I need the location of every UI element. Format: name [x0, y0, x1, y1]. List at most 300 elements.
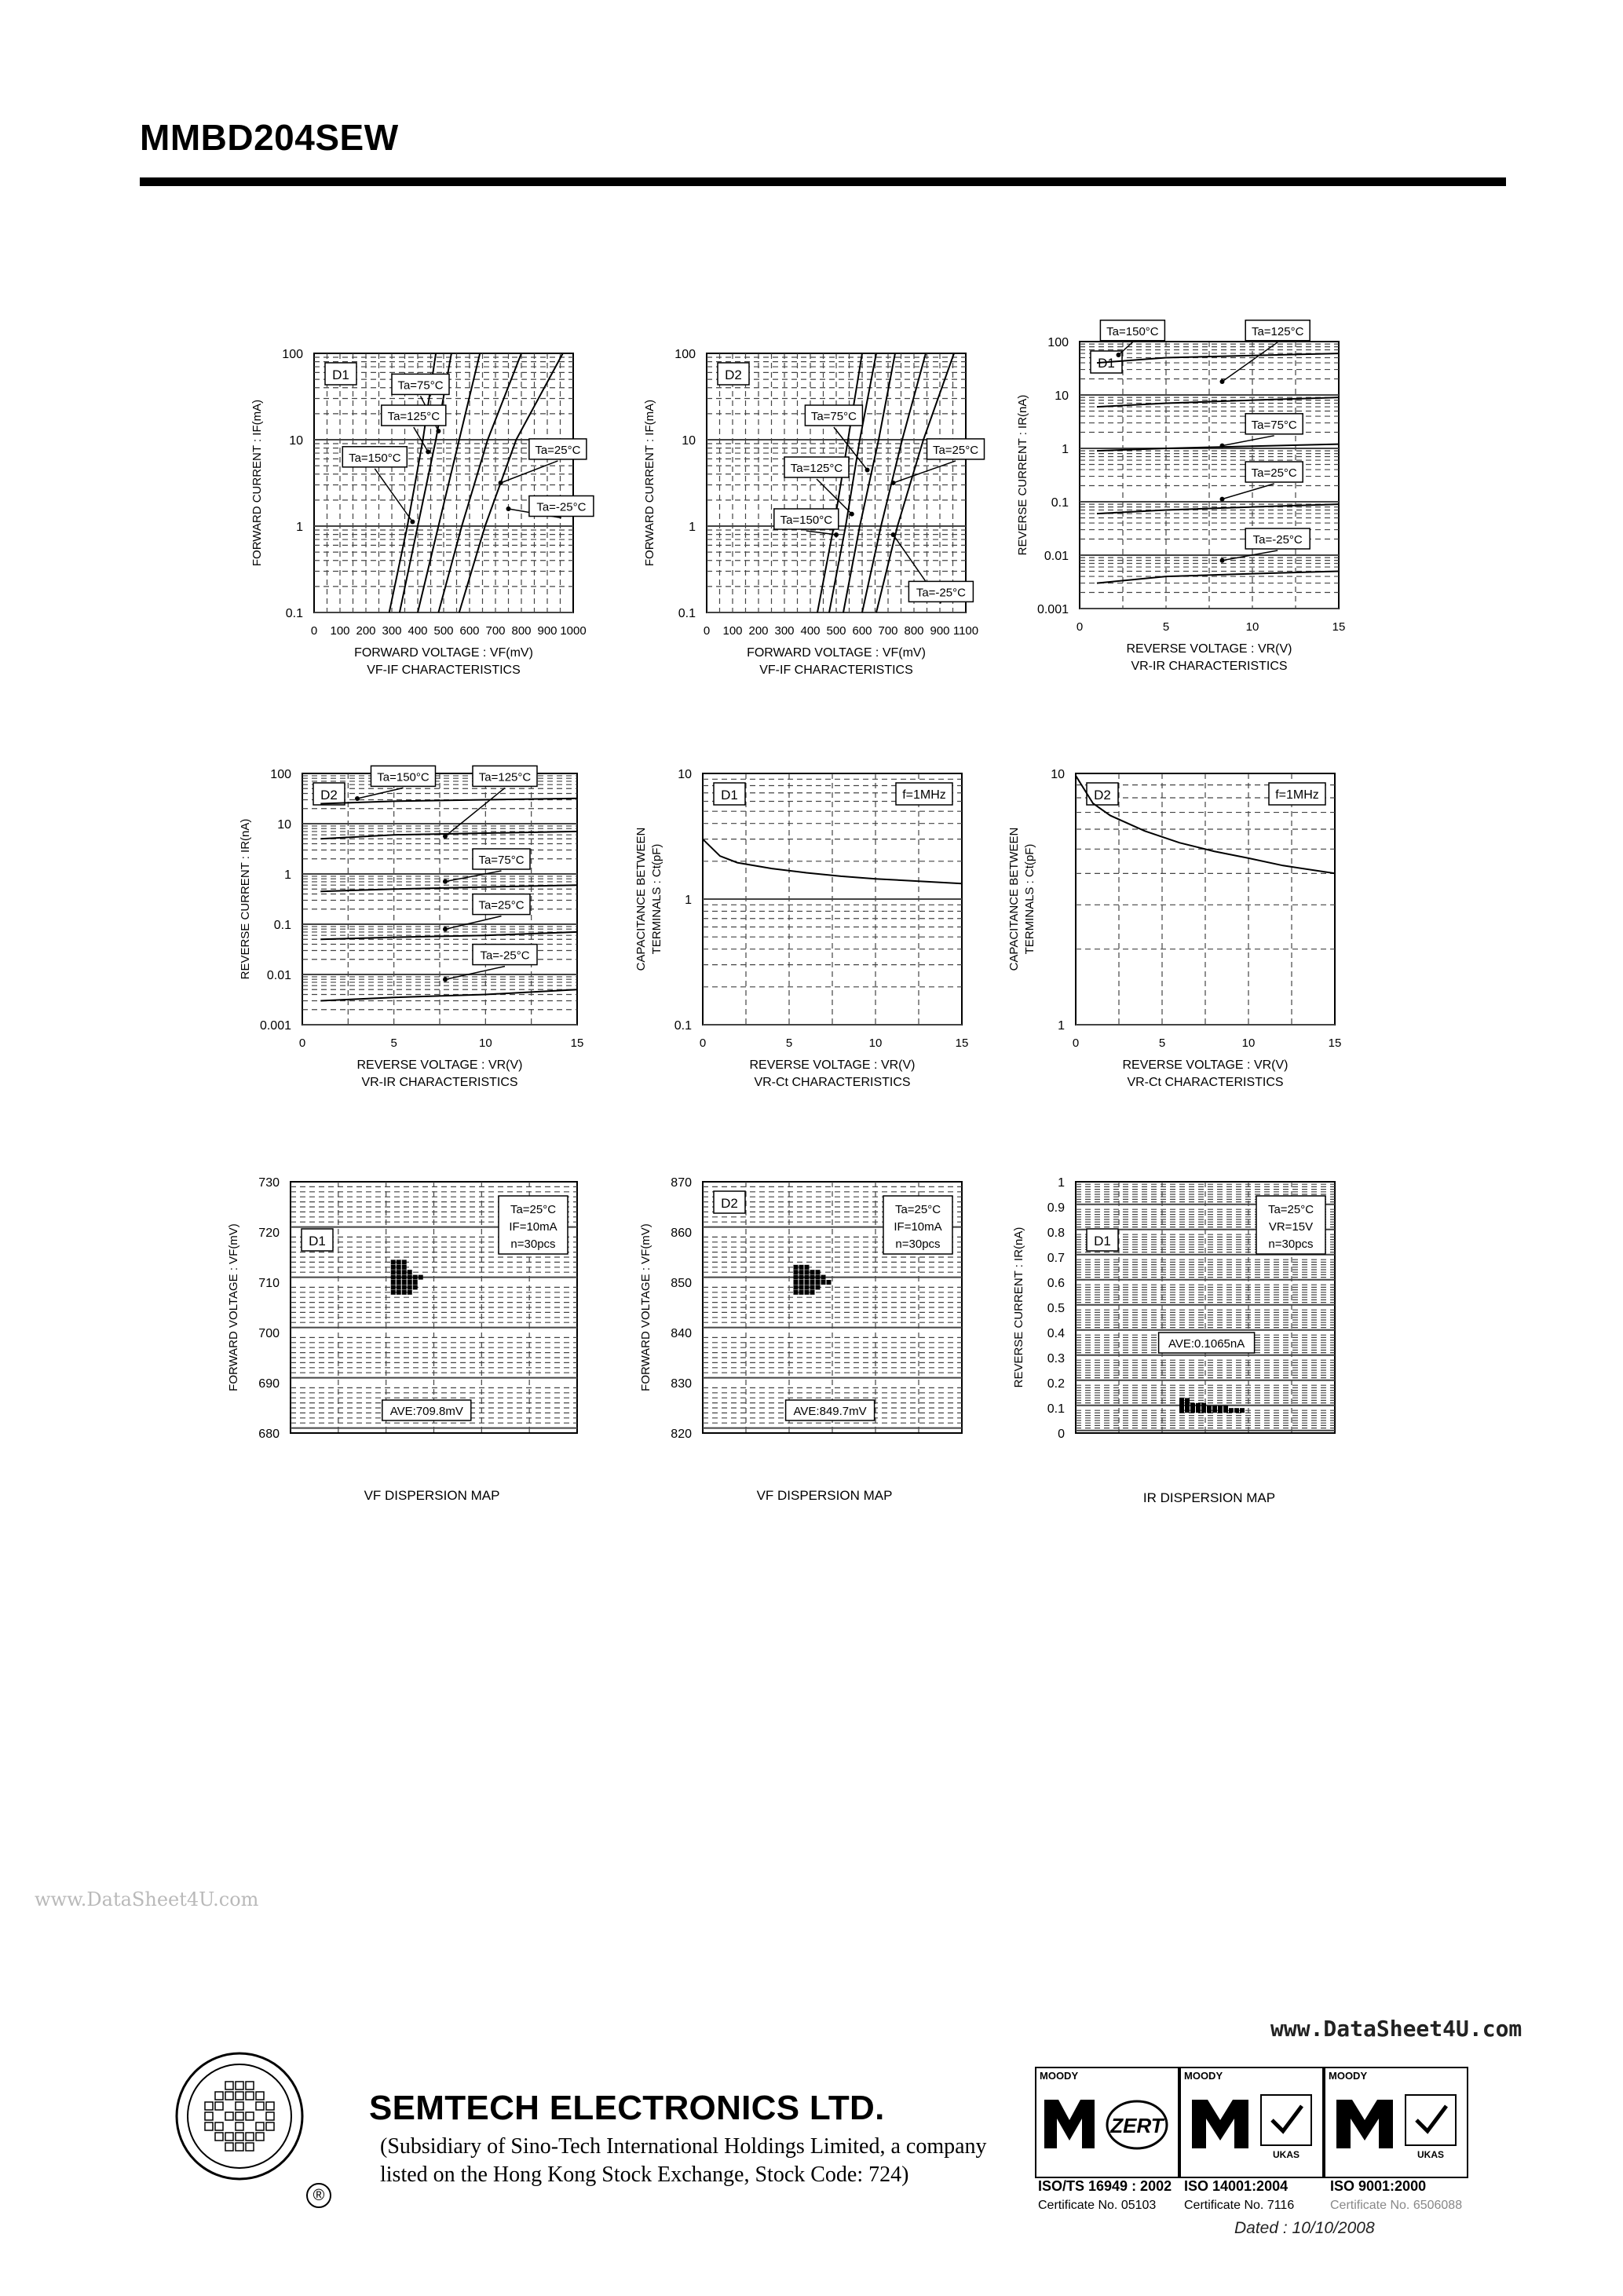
y-tick-label: 0.4	[1047, 1327, 1065, 1340]
logo-grid-cell	[205, 2112, 213, 2120]
condition-line: Ta=25°C	[1267, 1203, 1314, 1216]
cert-moody-label: MOODY	[1184, 2070, 1223, 2082]
callout-arrowhead	[891, 532, 896, 537]
y-tick-label: 0.3	[1047, 1352, 1065, 1366]
callout-arrowhead	[1220, 558, 1225, 563]
logo-grid-cell	[225, 2133, 233, 2141]
diode-tag: D1	[309, 1234, 326, 1249]
y-tick-label: 1	[1058, 1176, 1065, 1190]
dispersion-point	[799, 1280, 804, 1285]
logo-grid-cell	[225, 2112, 233, 2120]
y-tick-label: 100	[1047, 336, 1069, 349]
watermark-text: www.DataSheet4U.com	[35, 1888, 259, 1910]
logo-grid-cell	[236, 2143, 243, 2151]
condition-label: f=1MHz	[1275, 788, 1319, 802]
diode-tag: D1	[332, 367, 349, 382]
moody-m-icon	[1041, 2086, 1173, 2172]
x-tick-label: 5	[1162, 620, 1170, 634]
dispersion-point	[816, 1275, 821, 1280]
cert-standard-1: ISO/TS 16949 : 2002	[1038, 2178, 1172, 2194]
x-tick-label: 1100	[952, 624, 979, 638]
logo-grid-cell	[246, 2082, 254, 2089]
x-axis-label: FORWARD VOLTAGE : VF(mV)	[354, 646, 533, 660]
y-tick-label: 10	[289, 434, 303, 448]
dispersion-point	[794, 1270, 799, 1274]
series-label: Ta=150°C	[377, 770, 430, 784]
y-axis-label: REVERSE CURRENT : IR(nA)	[1012, 1227, 1025, 1388]
series-label: Ta=75°C	[1251, 418, 1297, 432]
x-tick-label: 5	[1158, 1036, 1166, 1050]
chart-vf-if-d1	[228, 330, 605, 707]
dispersion-point	[821, 1275, 826, 1280]
dispersion-point	[805, 1265, 810, 1270]
x-tick-label: 700	[878, 624, 898, 638]
x-tick-label: 400	[408, 624, 428, 638]
y-tick-label: 0	[1058, 1428, 1065, 1441]
average-label: AVE:0.1065nA	[1168, 1337, 1245, 1351]
x-tick-label: 100	[722, 624, 743, 638]
logo-grid-cell	[236, 2133, 243, 2141]
y-tick-label: 0.9	[1047, 1201, 1065, 1215]
x-tick-label: 300	[382, 624, 402, 638]
y-axis-label: TERMINALS : Ct(pF)	[1023, 843, 1036, 955]
callout-arrowhead	[850, 512, 854, 517]
logo-grid-cell	[236, 2112, 243, 2120]
dispersion-point	[408, 1275, 412, 1280]
logo-grid-cell	[225, 2082, 233, 2089]
y-tick-label: 100	[270, 768, 291, 781]
logo-grid-cell	[205, 2122, 213, 2130]
y-tick-label: 10	[277, 818, 291, 832]
chart-title: VF-IF CHARACTERISTICS	[367, 664, 521, 677]
dispersion-point	[402, 1260, 407, 1264]
x-tick-label: 0	[310, 624, 318, 638]
series-label: Ta=75°C	[478, 854, 525, 867]
y-tick-label: 1	[1062, 443, 1069, 456]
series-label: Ta=75°C	[810, 410, 857, 423]
cert-number-3: Certificate No. 6506088	[1330, 2199, 1463, 2212]
x-tick-label: 900	[537, 624, 557, 638]
callout-arrowhead	[443, 977, 448, 982]
diode-tag: D1	[1094, 1234, 1111, 1249]
diode-tag: D2	[725, 367, 742, 382]
dated-text: Dated : 10/10/2008	[1234, 2219, 1375, 2237]
callout-arrowhead	[1220, 444, 1225, 448]
cert-number-2: Certificate No. 7116	[1184, 2199, 1295, 2212]
cert-badge-iso14001	[1179, 2067, 1324, 2178]
dispersion-point	[397, 1265, 401, 1270]
dispersion-point	[397, 1285, 401, 1289]
chart-vf-dispersion-d2	[616, 1158, 993, 1519]
logo-grid-cell	[256, 2102, 264, 2110]
average-label: AVE:849.7mV	[793, 1405, 867, 1418]
y-tick-label: 0.1	[674, 1019, 692, 1033]
logo-grid-cell	[215, 2092, 223, 2100]
dispersion-point	[1190, 1403, 1195, 1408]
y-tick-label: 0.6	[1047, 1277, 1065, 1290]
cert-mark-ukas: UKAS	[1272, 2149, 1300, 2160]
x-tick-label: 15	[955, 1036, 969, 1050]
logo-grid-cell	[256, 2122, 264, 2130]
logo-grid-cell	[215, 2133, 223, 2141]
y-tick-label: 700	[258, 1327, 280, 1340]
series-label: Ta=25°C	[1251, 466, 1297, 480]
dispersion-point	[1218, 1406, 1223, 1410]
condition-line: Ta=25°C	[510, 1203, 557, 1216]
y-tick-label: 0.1	[285, 607, 303, 620]
dispersion-point	[805, 1270, 810, 1274]
callout-arrowhead	[410, 520, 415, 525]
subsidiary-line-2: listed on the Hong Kong Stock Exchange, Stock Code: 724)	[380, 2163, 909, 2187]
dispersion-point	[391, 1270, 396, 1274]
condition-line: VR=15V	[1268, 1220, 1314, 1234]
series-label: Ta=125°C	[387, 410, 440, 423]
y-tick-label: 100	[674, 348, 696, 361]
dispersion-point	[397, 1290, 401, 1295]
callout-arrowhead	[891, 481, 896, 485]
registered-mark: ®	[306, 2183, 331, 2208]
x-tick-label: 0	[703, 624, 711, 638]
x-tick-label: 800	[511, 624, 532, 638]
dispersion-point	[827, 1280, 832, 1285]
logo-grid-cell	[236, 2122, 243, 2130]
y-tick-label: 0.2	[1047, 1377, 1065, 1391]
x-tick-label: 200	[748, 624, 769, 638]
dispersion-point	[799, 1285, 804, 1289]
x-axis-label: REVERSE VOLTAGE : VR(V)	[356, 1058, 523, 1072]
y-tick-label: 10	[682, 434, 696, 448]
y-tick-label: 690	[258, 1377, 280, 1391]
dispersion-point	[397, 1280, 401, 1285]
dispersion-point	[402, 1265, 407, 1270]
company-name: SEMTECH ELECTRONICS LTD.	[369, 2089, 885, 2127]
x-tick-label: 1000	[560, 624, 587, 638]
y-axis-label: REVERSE CURRENT : IR(nA)	[1016, 394, 1029, 556]
dispersion-point	[799, 1290, 804, 1295]
cert-badge-iso9001	[1324, 2067, 1468, 2178]
dispersion-point	[810, 1275, 815, 1280]
y-tick-label: 1	[1058, 1019, 1065, 1033]
x-axis-label: FORWARD VOLTAGE : VF(mV)	[747, 646, 926, 660]
dispersion-point	[408, 1285, 412, 1289]
cert-mark-zert: ZERT	[1110, 2114, 1164, 2137]
x-tick-label: 600	[852, 624, 872, 638]
dispersion-point	[413, 1275, 418, 1280]
dispersion-point	[805, 1280, 810, 1285]
chart-vr-ct-d2	[989, 750, 1366, 1119]
callout-arrowhead	[443, 834, 448, 839]
diode-tag: D1	[1098, 356, 1115, 371]
caption-vf-dispersion-d1: VF DISPERSION MAP	[364, 1488, 500, 1503]
logo-grid-cell	[266, 2102, 274, 2110]
y-tick-label: 10	[678, 768, 692, 781]
diode-tag: D2	[320, 788, 338, 803]
dispersion-point	[805, 1290, 810, 1295]
cert-moody-label: MOODY	[1329, 2070, 1368, 2082]
series-label: Ta=-25°C	[1252, 533, 1303, 547]
callout-arrowhead	[1220, 379, 1225, 384]
callout-arrowhead	[443, 879, 448, 884]
logo-grid-cell	[266, 2122, 274, 2130]
document-title: MMBD204SEW	[140, 117, 399, 158]
y-axis-label: FORWARD VOLTAGE : VF(mV)	[639, 1223, 652, 1391]
dispersion-point	[1223, 1406, 1228, 1410]
dispersion-point	[391, 1275, 396, 1280]
dispersion-point	[391, 1285, 396, 1289]
watermark-text-right: www.DataSheet4U.com	[1270, 2016, 1522, 2042]
dispersion-point	[799, 1265, 804, 1270]
condition-line: IF=10mA	[894, 1220, 942, 1234]
dispersion-point	[1179, 1398, 1184, 1402]
x-axis-label: REVERSE VOLTAGE : VR(V)	[749, 1058, 916, 1072]
y-tick-label: 0.1	[1047, 1402, 1065, 1416]
y-tick-label: 1	[296, 521, 303, 534]
x-tick-label: 0	[1072, 1036, 1080, 1050]
logo-grid-cell	[246, 2143, 254, 2151]
series-label: Ta=25°C	[535, 443, 581, 457]
x-tick-label: 0	[298, 1036, 306, 1050]
y-tick-label: 10	[1055, 389, 1069, 403]
dispersion-point	[794, 1285, 799, 1289]
logo-grid-cell	[225, 2092, 233, 2100]
logo-grid-cell	[246, 2133, 254, 2141]
dispersion-point	[1201, 1403, 1206, 1408]
dispersion-point	[391, 1280, 396, 1285]
y-tick-label: 0.7	[1047, 1252, 1065, 1265]
x-axis-label: REVERSE VOLTAGE : VR(V)	[1122, 1058, 1289, 1072]
dispersion-point	[1185, 1398, 1190, 1402]
x-tick-label: 500	[433, 624, 454, 638]
y-tick-label: 710	[258, 1277, 280, 1290]
dispersion-point	[1240, 1408, 1245, 1413]
caption-ir-dispersion-d1: IR DISPERSION MAP	[1142, 1490, 1276, 1505]
x-tick-label: 700	[485, 624, 506, 638]
series-label: Ta=25°C	[932, 443, 979, 457]
callout-arrowhead	[443, 927, 448, 931]
logo-grid-cell	[215, 2102, 223, 2110]
dispersion-point	[419, 1275, 423, 1280]
callout-arrowhead	[499, 481, 503, 485]
chart-vr-ir-d1	[993, 318, 1370, 703]
logo-grid-cell	[256, 2092, 264, 2100]
moody-m-icon	[1330, 2086, 1462, 2172]
y-tick-label: 100	[282, 348, 303, 361]
logo-grid-cell	[236, 2102, 243, 2110]
y-tick-label: 10	[1051, 768, 1065, 781]
x-tick-label: 15	[1328, 1036, 1342, 1050]
x-tick-label: 10	[1245, 620, 1259, 634]
chart-title: VR-IR CHARACTERISTICS	[361, 1076, 518, 1089]
series-label: Ta=25°C	[478, 898, 525, 912]
y-axis-label: FORWARD CURRENT : IF(mA)	[250, 399, 264, 567]
y-tick-label: 1	[284, 868, 291, 882]
dispersion-point	[397, 1270, 401, 1274]
y-tick-label: 820	[671, 1428, 692, 1441]
dispersion-point	[816, 1280, 821, 1285]
dispersion-point	[810, 1285, 815, 1289]
y-tick-label: 0.1	[678, 607, 696, 620]
y-tick-label: 850	[671, 1277, 692, 1290]
dispersion-point	[402, 1290, 407, 1295]
dispersion-point	[799, 1275, 804, 1280]
chart-vr-ct-d1	[616, 750, 993, 1119]
condition-line: Ta=25°C	[894, 1203, 941, 1216]
cert-mark-ukas: UKAS	[1416, 2149, 1445, 2160]
dispersion-point	[1196, 1403, 1201, 1408]
y-axis-label: FORWARD CURRENT : IF(mA)	[643, 399, 656, 567]
logo-grid-cell	[225, 2143, 233, 2151]
x-tick-label: 10	[1241, 1036, 1256, 1050]
dispersion-point	[794, 1290, 799, 1295]
x-tick-label: 500	[826, 624, 846, 638]
callout-arrowhead	[1220, 497, 1225, 502]
y-tick-label: 1	[689, 521, 696, 534]
series-label: Ta=125°C	[790, 462, 843, 475]
dispersion-point	[810, 1290, 815, 1295]
series-label: Ta=125°C	[1251, 324, 1304, 338]
y-tick-label: 830	[671, 1377, 692, 1391]
title-rule	[140, 177, 1506, 186]
logo-grid-cell	[215, 2122, 223, 2130]
y-tick-label: 0.001	[259, 1019, 291, 1033]
dispersion-point	[391, 1265, 396, 1270]
callout-arrowhead	[436, 429, 440, 433]
y-tick-label: 0.1	[273, 919, 291, 932]
y-axis-label: CAPACITANCE BETWEEN	[1007, 827, 1021, 971]
diode-tag: D2	[1094, 788, 1111, 803]
logo-grid-cell	[246, 2112, 254, 2120]
series-label: Ta=-25°C	[480, 949, 530, 963]
chart-vf-dispersion-d1	[204, 1158, 609, 1519]
average-label: AVE:709.8mV	[389, 1405, 463, 1418]
chart-title: VR-IR CHARACTERISTICS	[1131, 660, 1288, 673]
dispersion-point	[408, 1270, 412, 1274]
y-tick-label: 0.8	[1047, 1227, 1065, 1240]
condition-line: n=30pcs	[1268, 1238, 1314, 1251]
y-tick-label: 0.5	[1047, 1302, 1065, 1315]
dispersion-point	[413, 1285, 418, 1289]
y-axis-label: TERMINALS : Ct(pF)	[650, 843, 663, 955]
y-tick-label: 730	[258, 1176, 280, 1190]
logo-grid-cell	[266, 2112, 274, 2120]
dispersion-point	[816, 1270, 821, 1274]
series-label: Ta=-25°C	[916, 586, 966, 600]
dispersion-point	[391, 1290, 396, 1295]
series-label: Ta=150°C	[780, 514, 833, 527]
series-label: Ta=150°C	[349, 451, 401, 465]
dispersion-point	[1234, 1408, 1239, 1413]
condition-line: n=30pcs	[895, 1238, 941, 1251]
callout-arrowhead	[834, 532, 839, 537]
subsidiary-line-1: (Subsidiary of Sino-Tech International Holdings Limited, a company	[380, 2134, 987, 2159]
y-tick-label: 680	[258, 1428, 280, 1441]
logo-grid-cell	[246, 2092, 254, 2100]
x-tick-label: 15	[1332, 620, 1346, 634]
x-tick-label: 900	[930, 624, 950, 638]
x-tick-label: 15	[570, 1036, 584, 1050]
dispersion-point	[402, 1285, 407, 1289]
cert-standard-3: ISO 9001:2000	[1330, 2178, 1427, 2194]
x-tick-label: 200	[356, 624, 376, 638]
logo-grid-cell	[236, 2092, 243, 2100]
diode-tag: D1	[721, 788, 738, 803]
dispersion-point	[794, 1265, 799, 1270]
y-tick-label: 840	[671, 1327, 692, 1340]
chart-ir-dispersion-d1	[989, 1158, 1366, 1519]
chart-title: VR-Ct CHARACTERISTICS	[754, 1076, 911, 1089]
series-label: Ta=150°C	[1106, 324, 1159, 338]
y-tick-label: 0.01	[266, 969, 291, 982]
condition-label: f=1MHz	[902, 788, 946, 802]
dispersion-point	[391, 1260, 396, 1264]
dispersion-point	[1212, 1406, 1217, 1410]
series-label: Ta=-25°C	[536, 500, 587, 514]
dispersion-point	[805, 1285, 810, 1289]
dispersion-point	[810, 1270, 815, 1274]
y-tick-label: 860	[671, 1227, 692, 1240]
condition-line: IF=10mA	[509, 1220, 557, 1234]
callout-arrowhead	[865, 468, 870, 473]
logo-grid-cell	[236, 2082, 243, 2089]
x-tick-label: 5	[785, 1036, 793, 1050]
y-axis-label: CAPACITANCE BETWEEN	[634, 827, 648, 971]
callout-arrowhead	[506, 506, 511, 511]
series-label: Ta=125°C	[478, 770, 532, 784]
moody-m-icon	[1186, 2086, 1318, 2172]
y-axis-label: REVERSE CURRENT : IR(nA)	[239, 818, 252, 980]
dispersion-point	[1229, 1408, 1234, 1413]
diode-tag: D2	[721, 1196, 738, 1211]
dispersion-point	[821, 1280, 826, 1285]
x-tick-label: 0	[699, 1036, 707, 1050]
dispersion-point	[805, 1275, 810, 1280]
y-tick-label: 870	[671, 1176, 692, 1190]
x-tick-label: 300	[774, 624, 795, 638]
chart-vf-if-d2	[620, 330, 997, 707]
logo-grid-cell	[256, 2133, 264, 2141]
callout-arrowhead	[426, 449, 430, 454]
dispersion-point	[794, 1275, 799, 1280]
y-tick-label: 0.1	[1051, 496, 1069, 510]
x-tick-label: 100	[330, 624, 350, 638]
dispersion-point	[408, 1280, 412, 1285]
dispersion-point	[816, 1285, 821, 1289]
y-tick-label: 1	[685, 894, 692, 907]
dispersion-point	[413, 1280, 418, 1285]
dispersion-point	[1207, 1406, 1212, 1410]
chart-title: VF-IF CHARACTERISTICS	[759, 664, 913, 677]
x-tick-label: 5	[390, 1036, 397, 1050]
dispersion-point	[402, 1270, 407, 1274]
logo-grid-cell	[205, 2102, 213, 2110]
cert-moody-label: MOODY	[1040, 2070, 1079, 2082]
dispersion-point	[402, 1280, 407, 1285]
x-tick-label: 0	[1076, 620, 1084, 634]
y-tick-label: 0.001	[1036, 603, 1069, 616]
x-axis-label: REVERSE VOLTAGE : VR(V)	[1126, 642, 1292, 656]
x-tick-label: 800	[904, 624, 924, 638]
dispersion-point	[799, 1270, 804, 1274]
callout-arrowhead	[1117, 353, 1121, 357]
cert-number-1: Certificate No. 05103	[1038, 2199, 1157, 2212]
cert-standard-2: ISO 14001:2004	[1184, 2178, 1289, 2194]
x-tick-label: 400	[800, 624, 821, 638]
y-tick-label: 0.01	[1044, 550, 1069, 563]
x-tick-label: 10	[868, 1036, 883, 1050]
y-tick-label: 720	[258, 1227, 280, 1240]
company-logo	[173, 2049, 306, 2183]
series-label: Ta=75°C	[397, 378, 444, 393]
